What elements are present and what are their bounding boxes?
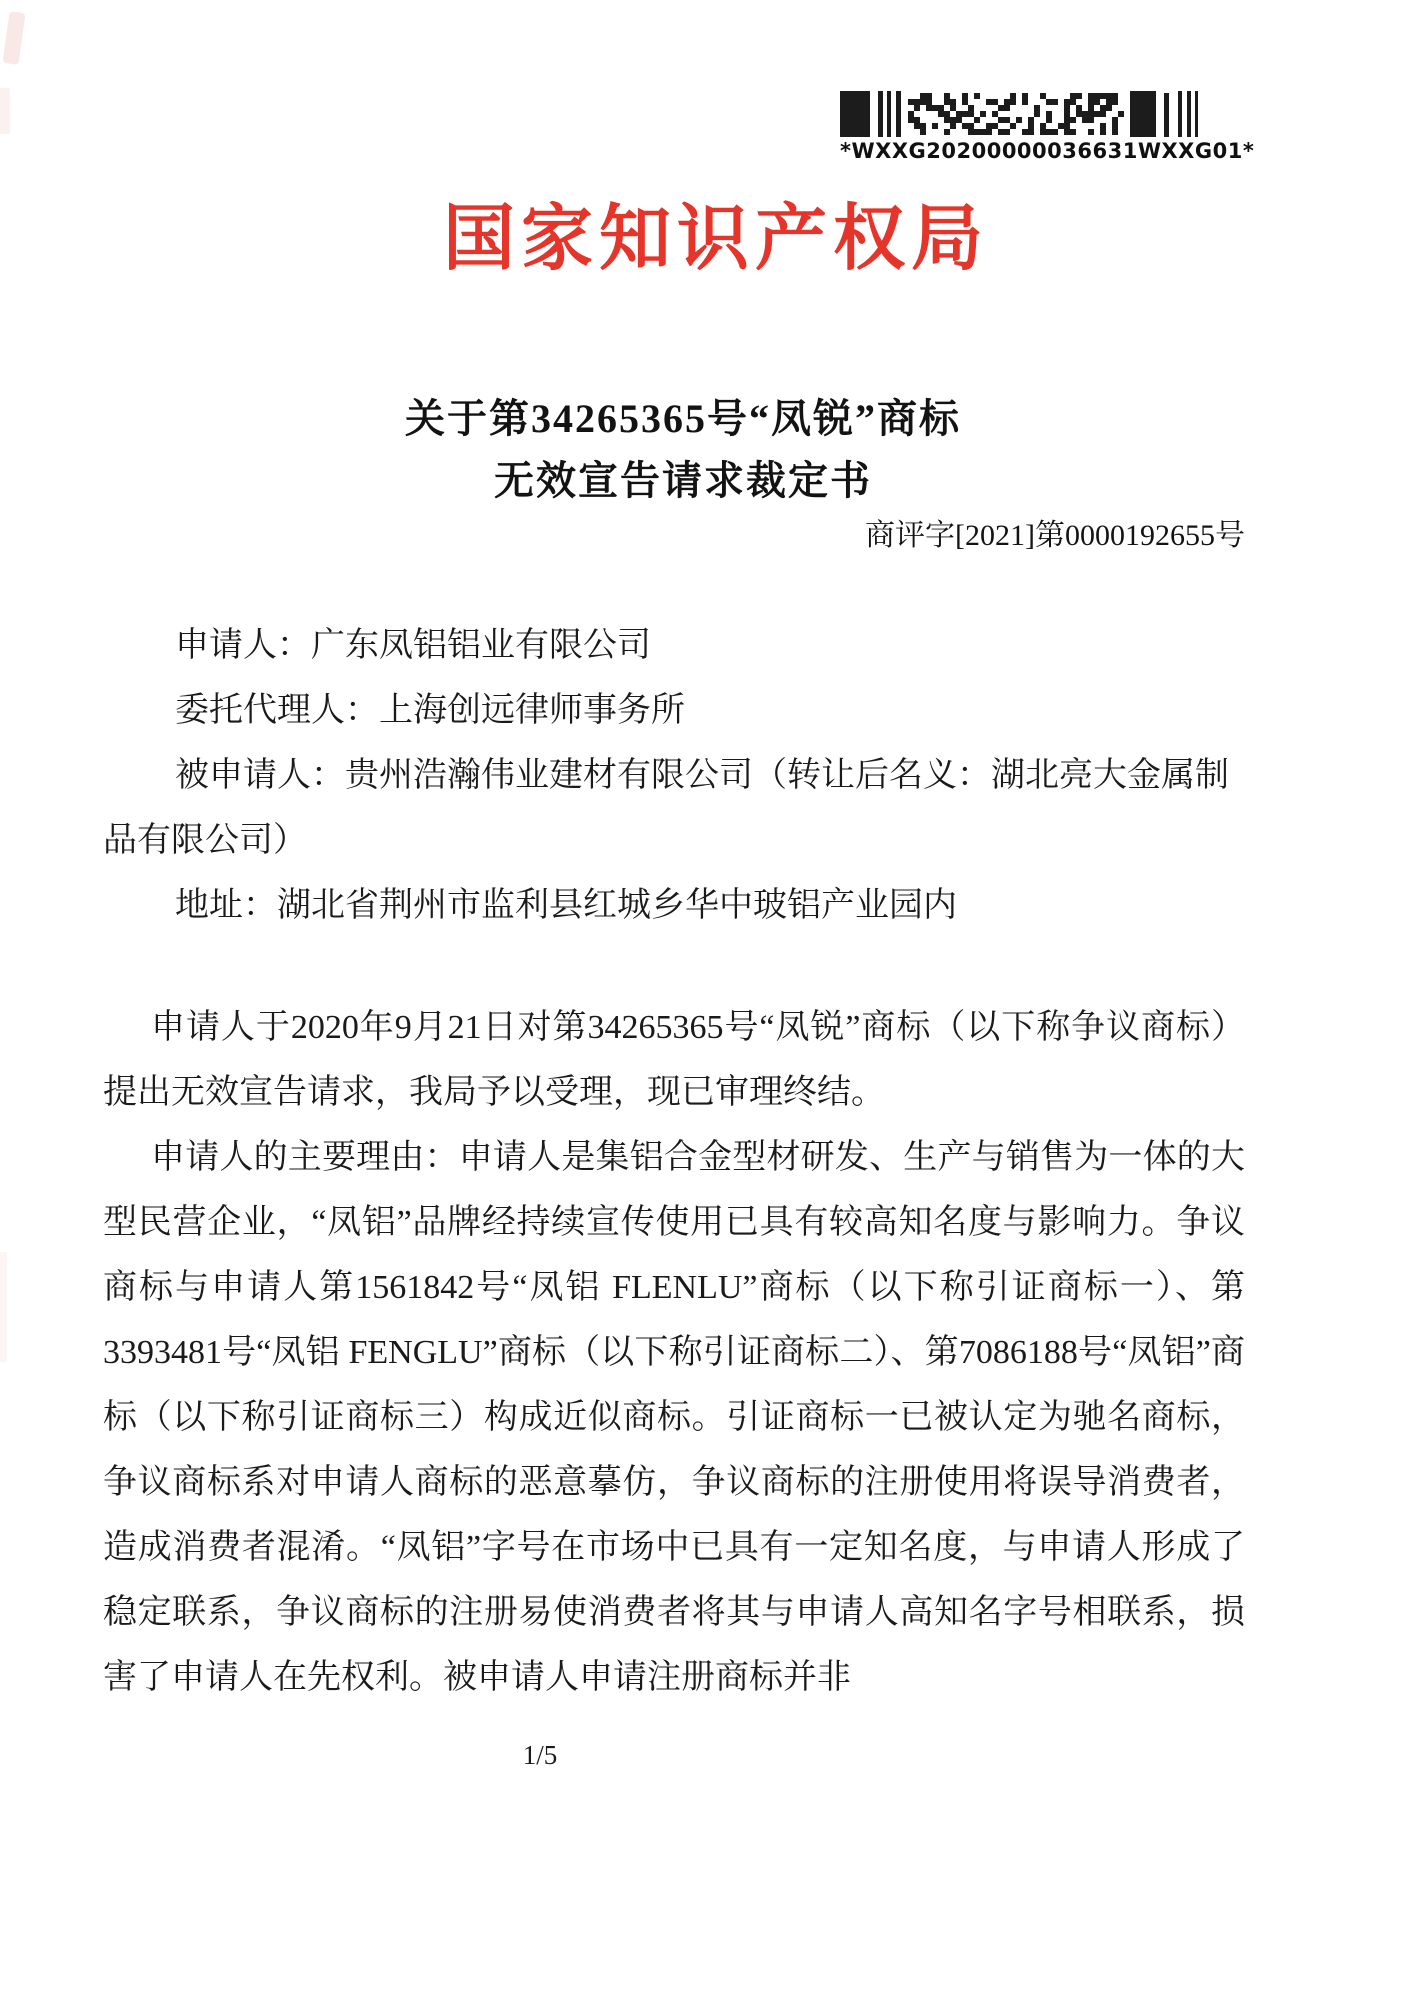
applicant-line: 申请人：广东凤铝铝业有限公司 [175,627,651,664]
case-number: 商评字[2021]第0000192655号 [865,519,1245,552]
document-title-line2: 无效宣告请求裁定书 [494,458,872,503]
scan-artifact [0,1252,7,1362]
document-title-line1: 关于第34265365号“凤锐”商标 [405,396,961,441]
barcode [840,91,1255,163]
document-body [103,613,1245,1710]
page-number: 1/5 [522,1740,558,1770]
scan-artifact [2,11,25,65]
parties-section [103,613,1245,938]
agent-line: 委托代理人：上海创远律师事务所 [175,692,685,729]
paragraphs-section [103,995,1245,1710]
barcode-icon [840,91,1198,137]
barcode-label: *WXXG20200000036631WXXG01* [840,139,1255,163]
document-title [0,388,1366,512]
agency-title: 国家知识产权局 [442,196,989,280]
paragraph-applicant-reasons: 申请人的主要理由：申请人是集铝合金型材研发、生产与销售为一体的大型民营企业，“凤铝”品牌经持续宣传使用已具有较高知名度与影响力。争议商标与申请人第1561842号“凤铝 FLENLU”商标（以下称引证商标一）、第3393481号“凤铝 FENGLU”商标（以下称引证商标二）、第7086188号“凤铝”商标（以下称引证商标三）构成近似商标。引证商标一已被认定为驰名商标，争议商标系对申请人商标的恶意摹仿，争议商标的注册使用将误导消费者，造成消费者混淆。“凤铝”字号在市场中已具有一定知名度，与申请人形成了稳定联系，争议商标的注册易使消费者将其与申请人高知名字号相联系，损害了申请人在先权利。被申请人申请注册商标并非 [103,1139,1245,1696]
respondent-line: 被申请人：贵州浩瀚伟业建材有限公司（转让后名义：湖北亮大金属制品有限公司） [103,757,1229,859]
address-line: 地址：湖北省荆州市监利县红城乡华中玻铝产业园内 [175,887,957,924]
scan-artifact [0,88,10,134]
paragraph-filing: 申请人于2020年9月21日对第34265365号“凤锐”商标（以下称争议商标）提出无效宣告请求，我局予以受理，现已审理终结。 [103,1009,1245,1111]
